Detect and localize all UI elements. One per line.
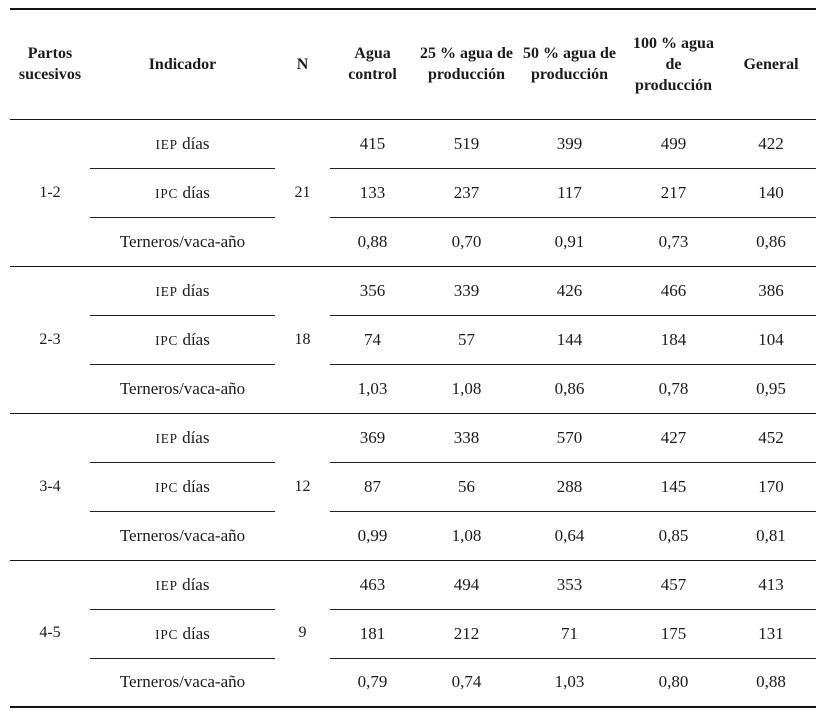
cell-25-agua: 0,70 (451, 231, 482, 251)
indicator-label (90, 266, 275, 315)
indicator-label (90, 609, 275, 658)
cell-general: 0,95 (756, 378, 786, 398)
cell-general: 386 (726, 266, 816, 315)
indicator-label (90, 560, 275, 609)
indicator-label (90, 168, 275, 217)
col-header-50-agua-produccion: 50 % agua de producción (523, 45, 616, 84)
cell-general: 0,81 (756, 525, 786, 545)
indicator-text: Terneros/vaca-año (119, 525, 246, 545)
partos-value: 3-4 (39, 477, 61, 495)
cell-25-agua: 56 (415, 462, 518, 511)
col-header-100-agua-produccion: 100 % agua de producción (633, 34, 714, 94)
indicator-text: días (177, 133, 210, 153)
cell-25-agua: 212 (415, 609, 518, 658)
cell-25-agua: 1,08 (451, 378, 482, 398)
cell-agua-control: 1,03 (357, 378, 388, 398)
cell-general: 170 (726, 462, 816, 511)
table-header (10, 9, 816, 119)
cell-100-agua: 0,85 (658, 525, 689, 545)
cell-100-agua: 457 (621, 560, 726, 609)
col-header-agua-control: Agua control (348, 45, 397, 84)
table-row (10, 609, 816, 658)
cell-25-agua: 494 (415, 560, 518, 609)
cell-100-agua: 466 (621, 266, 726, 315)
indicator-text: Terneros/vaca-año (119, 378, 246, 398)
cell-25-agua: 338 (415, 413, 518, 462)
group-partos-1-2 (10, 119, 816, 266)
n-value: 12 (294, 477, 311, 495)
cell-50-agua: 0,64 (554, 525, 585, 545)
indicator-label (90, 511, 275, 560)
indicator-text: días (178, 476, 210, 496)
group-partos-3-4 (10, 413, 816, 560)
cell-agua-control: 369 (330, 413, 415, 462)
cell-100-agua: 217 (621, 168, 726, 217)
indicator-text: días (177, 574, 210, 594)
cell-25-agua: 339 (415, 266, 518, 315)
cell-general: 140 (726, 168, 816, 217)
cell-50-agua: 71 (518, 609, 621, 658)
indicator-text: días (177, 280, 210, 300)
cell-25-agua: 519 (415, 119, 518, 168)
partos-value: 4-5 (39, 624, 61, 642)
cell-general: 452 (726, 413, 816, 462)
cell-25-agua: 237 (415, 168, 518, 217)
cell-agua-control: 181 (330, 609, 415, 658)
cell-25-agua: 0,74 (451, 672, 482, 692)
table-row (10, 168, 816, 217)
cell-agua-control: 133 (330, 168, 415, 217)
table-row (10, 217, 816, 266)
indicator-label (90, 315, 275, 364)
cell-25-agua: 1,08 (451, 525, 482, 545)
partos-value: 2-3 (39, 330, 61, 348)
cell-agua-control: 0,79 (357, 672, 388, 692)
table-row (10, 413, 816, 462)
cell-100-agua: 175 (621, 609, 726, 658)
indicator-abbr: IEP (155, 283, 178, 299)
table-row (10, 364, 816, 413)
cell-agua-control: 0,99 (357, 525, 388, 545)
table-row (10, 315, 816, 364)
cell-50-agua: 0,86 (554, 378, 585, 398)
cell-50-agua: 399 (518, 119, 621, 168)
table-container (10, 8, 816, 708)
col-header-general: General (743, 55, 799, 73)
cell-agua-control: 0,88 (357, 231, 388, 251)
cell-100-agua: 0,73 (658, 231, 689, 251)
table-row (10, 266, 816, 315)
cell-general: 413 (726, 560, 816, 609)
indicator-abbr: IEP (155, 430, 178, 446)
cell-100-agua: 0,80 (658, 672, 689, 692)
cell-50-agua: 144 (518, 315, 621, 364)
cell-25-agua: 57 (415, 315, 518, 364)
indicator-label (90, 413, 275, 462)
indicator-label (90, 119, 275, 168)
indicator-abbr: IPC (155, 332, 179, 348)
cell-100-agua: 427 (621, 413, 726, 462)
cell-general: 131 (726, 609, 816, 658)
cell-general: 422 (726, 119, 816, 168)
cell-50-agua: 0,91 (554, 231, 585, 251)
header-row (10, 9, 816, 119)
cell-agua-control: 87 (330, 462, 415, 511)
indicator-text: días (177, 427, 210, 447)
cell-50-agua: 426 (518, 266, 621, 315)
indicator-label (90, 658, 275, 707)
cell-general: 0,86 (756, 231, 786, 251)
indicator-abbr: IEP (155, 136, 178, 152)
cell-agua-control: 463 (330, 560, 415, 609)
cell-100-agua: 145 (621, 462, 726, 511)
cell-50-agua: 353 (518, 560, 621, 609)
indicator-text: días (178, 182, 210, 202)
n-value: 18 (294, 330, 311, 348)
cell-50-agua: 117 (518, 168, 621, 217)
cell-agua-control: 415 (330, 119, 415, 168)
group-partos-2-3 (10, 266, 816, 413)
indicator-text: Terneros/vaca-año (119, 231, 246, 251)
partos-value: 1-2 (39, 183, 61, 201)
document-table (10, 8, 816, 708)
cell-50-agua: 288 (518, 462, 621, 511)
cell-general: 104 (726, 315, 816, 364)
indicator-label (90, 364, 275, 413)
cell-agua-control: 356 (330, 266, 415, 315)
table-row (10, 560, 816, 609)
col-header-25-agua-produccion: 25 % agua de producción (420, 45, 513, 84)
indicator-abbr: IEP (155, 577, 178, 593)
indicator-abbr: IPC (155, 185, 179, 201)
cell-50-agua: 570 (518, 413, 621, 462)
cell-50-agua: 1,03 (554, 672, 585, 692)
cell-agua-control: 74 (330, 315, 415, 364)
n-value: 9 (298, 624, 307, 642)
n-value: 21 (294, 183, 311, 201)
indicator-text: días (178, 329, 210, 349)
group-partos-4-5 (10, 560, 816, 707)
table-row (10, 658, 816, 707)
col-header-partos-sucesivos: Partos sucesivos (18, 45, 82, 84)
col-header-indicador: Indicador (148, 55, 217, 73)
table-row (10, 119, 816, 168)
indicator-text: días (178, 623, 210, 643)
cell-100-agua: 184 (621, 315, 726, 364)
indicator-label (90, 462, 275, 511)
cell-general: 0,88 (756, 672, 786, 692)
indicator-abbr: IPC (155, 626, 179, 642)
table-row (10, 462, 816, 511)
cell-100-agua: 0,78 (658, 378, 689, 398)
cell-100-agua: 499 (621, 119, 726, 168)
indicator-text: Terneros/vaca-año (119, 672, 246, 692)
indicator-label (90, 217, 275, 266)
col-header-n: N (296, 55, 309, 73)
table-row (10, 511, 816, 560)
indicator-abbr: IPC (155, 479, 179, 495)
